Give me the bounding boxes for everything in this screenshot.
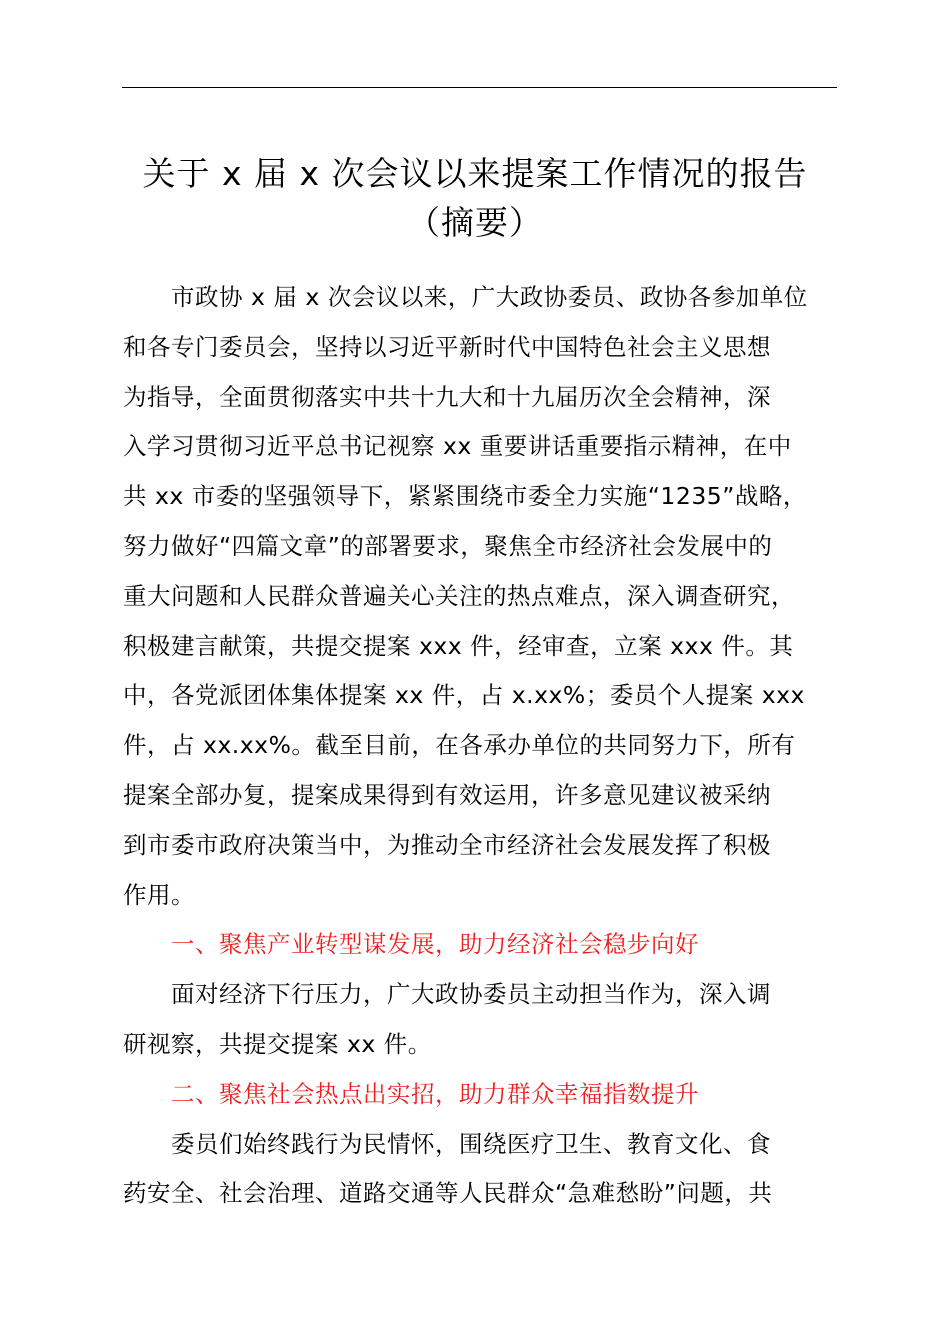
paragraph-line: 中，各党派团体集体提案 xx 件，占 x.xx%；委员个人提案 xxx	[123, 681, 805, 710]
document-body	[123, 273, 843, 1219]
paragraph-line: 和各专门委员会，坚持以习近平新时代中国特色社会主义思想	[123, 332, 771, 361]
paragraph-line: 重大问题和人民群众普遍关心关注的热点难点，深入调查研究，	[123, 581, 795, 610]
paragraph-line: 共 xx 市委的坚强领导下，紧紧围绕市委全力实施“1235”战略，	[123, 482, 807, 511]
paragraph-line: 到市委市政府决策当中，为推动全市经济社会发展发挥了积极	[123, 830, 771, 859]
paragraph-line: 为指导，全面贯彻落实中共十九大和十九届历次全会精神，深	[123, 382, 771, 411]
paragraph-line: 研视察，共提交提案 xx 件。	[123, 1029, 432, 1058]
paragraph-line: 作用。	[123, 880, 195, 909]
paragraph-line: 药安全、社会治理、道路交通等人民群众“急难愁盼”问题，共	[123, 1179, 773, 1208]
document-title: 关于 x 届 x 次会议以来提案工作情况的报告	[142, 154, 808, 193]
section-heading-2: 二、聚焦社会热点出实招，助力群众幸福指数提升	[171, 1079, 699, 1108]
paragraph-line: 提案全部办复，提案成果得到有效运用，许多意见建议被采纳	[123, 780, 771, 809]
paragraph-line: 委员们始终践行为民情怀，围绕医疗卫生、教育文化、食	[171, 1129, 771, 1158]
paragraph-line: 积极建言献策，共提交提案 xxx 件，经审查，立案 xxx 件。其	[123, 631, 794, 660]
paragraph-line: 入学习贯彻习近平总书记视察 xx 重要讲话重要指示精神，在中	[123, 432, 792, 461]
paragraph-line: 努力做好“四篇文章”的部署要求，聚焦全市经济社会发展中的	[123, 531, 773, 560]
paragraph-line: 市政协 x 届 x 次会议以来，广大政协委员、政协各参加单位	[171, 283, 808, 311]
header-rule	[122, 87, 837, 88]
document-subtitle: （摘要）	[407, 203, 543, 242]
paragraph-line: 面对经济下行压力，广大政协委员主动担当作为，深入调	[171, 980, 771, 1009]
section-heading-1: 一、聚焦产业转型谋发展，助力经济社会稳步向好	[171, 930, 699, 959]
paragraph-line: 件，占 xx.xx%。截至目前，在各承办单位的共同努力下，所有	[123, 731, 796, 760]
